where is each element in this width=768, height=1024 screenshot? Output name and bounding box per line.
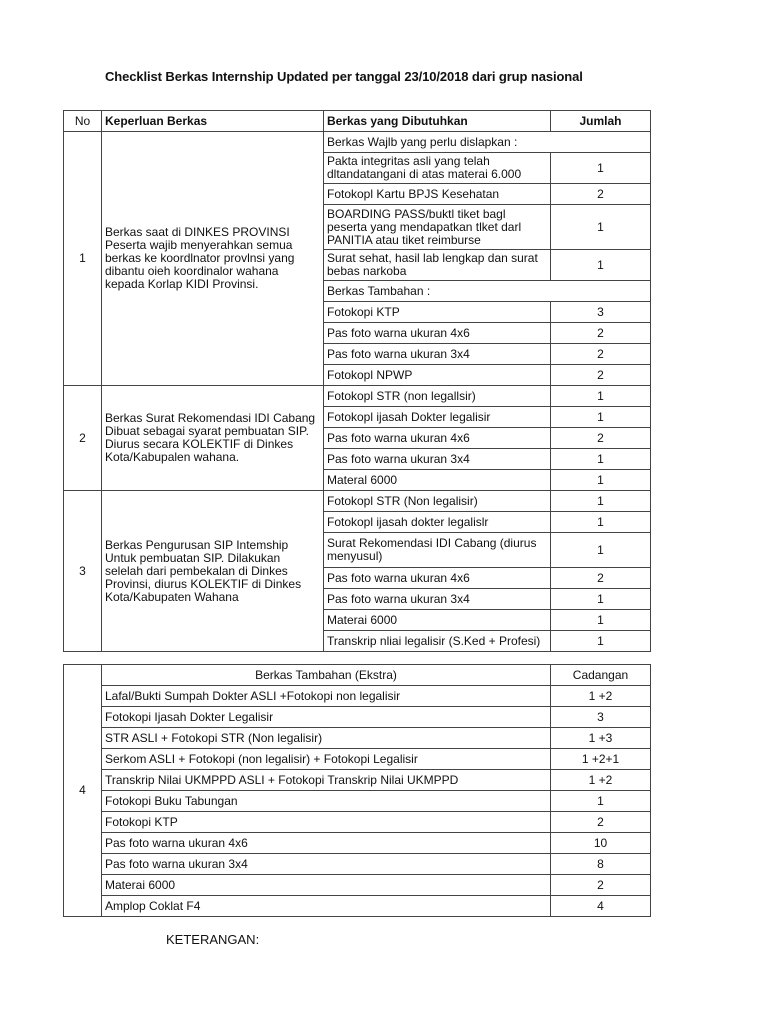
item-qty: 1	[551, 470, 651, 491]
item-qty: 1	[551, 610, 651, 631]
extra-item-label: Transkrip Nilai UKMPPD ASLI + Fotokopi Transkrip Nilai UKMPPD	[102, 770, 551, 791]
extra-row	[64, 728, 651, 749]
extra-item-qty: 8	[551, 854, 651, 875]
item-qty: 1	[551, 512, 651, 533]
extra-row	[64, 812, 651, 833]
item-qty: 1	[551, 589, 651, 610]
extra-item-qty: 1 +2	[551, 686, 651, 707]
extra-item-label: Lafal/Bukti Sumpah Dokter ASLI +Fotokopi non legalisir	[102, 686, 551, 707]
extra-item-qty: 1 +3	[551, 728, 651, 749]
item-qty: 3	[551, 302, 651, 323]
item-qty: 1	[551, 491, 651, 512]
extra-row	[64, 833, 651, 854]
item-label: BOARDING PASS/buktl tiket bagl peserta yang mendapatkan tlket darl PANITIA atau tiket reimburse	[324, 205, 551, 250]
extra-item-label: Pas foto warna ukuran 3x4	[102, 854, 551, 875]
table-row	[64, 386, 651, 407]
extra-item-qty: 4	[551, 896, 651, 917]
section-purpose: Berkas saat di DINKES PROVINSI Peserta wajib menyerahkan semua berkas ke koordlnator provlnsi yang dibantu oieh koordinalor wahana kepada Korlap KIDI Provinsi.	[102, 132, 324, 386]
extra-item-qty: 2	[551, 875, 651, 896]
item-qty: 2	[551, 568, 651, 589]
extra-row	[64, 686, 651, 707]
item-qty: 1	[551, 250, 651, 281]
item-qty: 2	[551, 428, 651, 449]
checklist-table	[63, 110, 651, 652]
item-label: Materai 6000	[324, 610, 551, 631]
item-qty: 2	[551, 344, 651, 365]
header-berkas: Berkas yang Dibutuhkan	[324, 111, 551, 132]
subheader-cell: Berkas Tambahan :	[324, 281, 651, 302]
item-qty: 1	[551, 533, 651, 568]
extra-item-qty: 1 +2+1	[551, 749, 651, 770]
extra-item-label: Serkom ASLI + Fotokopi (non legalisir) + Fotokopi Legalisir	[102, 749, 551, 770]
item-qty: 2	[551, 323, 651, 344]
extra-row	[64, 896, 651, 917]
item-label: Pas foto warna ukuran 4x6	[324, 568, 551, 589]
item-label: Fotokopl NPWP	[324, 365, 551, 386]
item-label: Pas foto warna ukuran 3x4	[324, 344, 551, 365]
extra-item-qty: 3	[551, 707, 651, 728]
section-number: 2	[64, 386, 102, 491]
item-qty: 1	[551, 153, 651, 184]
item-label: Materal 6000	[324, 470, 551, 491]
item-label: Fotokopl STR (Non legalisir)	[324, 491, 551, 512]
item-label: Pas foto warna ukuran 3x4	[324, 449, 551, 470]
section-purpose: Berkas Pengurusan SIP Intemship Untuk pembuatan SIP. Dilakukan selelah dari pembekalan di Dinkes Provinsi, diurus KOLEKTIF di Dinkes Kota/Kabupaten Wahana	[102, 491, 324, 652]
table-row	[64, 491, 651, 512]
item-qty: 1	[551, 449, 651, 470]
extra-item-label: Fotokopi Buku Tabungan	[102, 791, 551, 812]
item-label: Surat sehat, hasil lab lengkap dan surat bebas narkoba	[324, 250, 551, 281]
extra-row	[64, 854, 651, 875]
keterangan-label: KETERANGAN:	[166, 932, 260, 947]
item-label: Pakta integritas asli yang telah dltandatangani di atas materai 6.000	[324, 153, 551, 184]
extra-item-label: Fotokopi Ijasah Dokter Legalisir	[102, 707, 551, 728]
extra-row	[64, 770, 651, 791]
extra-header-label: Berkas Tambahan (Ekstra)	[102, 665, 551, 686]
extra-row	[64, 791, 651, 812]
table-row	[64, 132, 651, 153]
header-keperluan: Keperluan Berkas	[102, 111, 324, 132]
extra-table	[63, 664, 651, 917]
item-label: Transkrip nliai legalisir (S.Ked + Profesi)	[324, 631, 551, 652]
extra-item-qty: 1	[551, 791, 651, 812]
extra-item-label: Pas foto warna ukuran 4x6	[102, 833, 551, 854]
item-label: Fotokopl ijasah Dokter legalisir	[324, 407, 551, 428]
extra-header-qty: Cadangan	[551, 665, 651, 686]
item-label: Pas foto warna ukuran 3x4	[324, 589, 551, 610]
section-number: 3	[64, 491, 102, 652]
extra-item-qty: 10	[551, 833, 651, 854]
item-qty: 1	[551, 631, 651, 652]
item-qty: 1	[551, 205, 651, 250]
table-header-row	[64, 111, 651, 132]
extra-item-label: Amplop Coklat F4	[102, 896, 551, 917]
extra-row	[64, 875, 651, 896]
extra-item-qty: 2	[551, 812, 651, 833]
extra-row	[64, 749, 651, 770]
item-label: Fotokopl ijasah dokter legalislr	[324, 512, 551, 533]
item-label: Fotokopi KTP	[324, 302, 551, 323]
item-qty: 2	[551, 365, 651, 386]
subheader-cell: Berkas Wajlb yang perlu dislapkan :	[324, 132, 651, 153]
item-qty: 1	[551, 407, 651, 428]
section-number: 1	[64, 132, 102, 386]
extra-item-label: Materai 6000	[102, 875, 551, 896]
item-label: Pas foto warna ukuran 4x6	[324, 323, 551, 344]
section-number: 4	[64, 665, 102, 917]
header-jumlah: Jumlah	[551, 111, 651, 132]
extra-item-label: Fotokopi KTP	[102, 812, 551, 833]
item-label: Pas foto warna ukuran 4x6	[324, 428, 551, 449]
extra-header-row	[64, 665, 651, 686]
extra-item-label: STR ASLI + Fotokopi STR (Non legalisir)	[102, 728, 551, 749]
extra-row	[64, 707, 651, 728]
item-qty: 1	[551, 386, 651, 407]
section-purpose: Berkas Surat Rekomendasi IDI Cabang Dibuat sebagai syarat pembuatan SIP. Diurus secara KOLEKTIF di Dinkes Kota/Kabupalen wahana.	[102, 386, 324, 491]
item-label: Surat Rekomendasi IDI Cabang (diurus menyusul)	[324, 533, 551, 568]
item-label: Fotokopl STR (non legallsir)	[324, 386, 551, 407]
header-no: No	[64, 111, 102, 132]
item-qty: 2	[551, 184, 651, 205]
item-label: Fotokopl Kartu BPJS Kesehatan	[324, 184, 551, 205]
document-title: Checklist Berkas Internship Updated per tanggal 23/10/2018 dari grup nasional	[105, 69, 583, 84]
extra-item-qty: 1 +2	[551, 770, 651, 791]
